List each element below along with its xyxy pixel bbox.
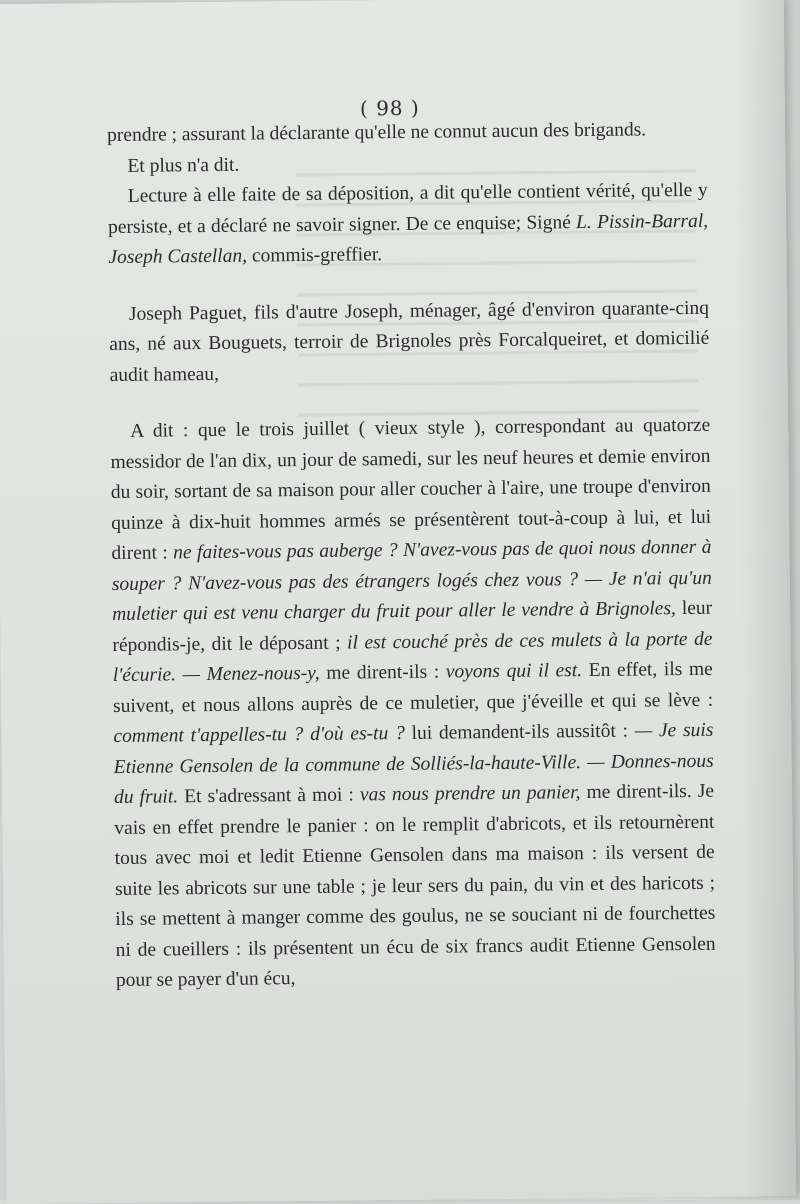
page-number: ( 98 ) [359,95,420,121]
page-body [107,115,716,997]
narration-2: me dirent-ils : [319,661,446,684]
paragraph-witness-intro: Joseph Paguet, fils d'autre Joseph, ménager, âgé d'environ quarante-cinq ans, né aux Bouguets, terroir de Brignoles près Forcalqueiret, et domicilié audit hameau, [109,297,710,386]
dialogue-4: comment t'appelles-tu ? d'où es-tu ? [113,722,405,748]
paragraph-reading [108,176,709,274]
dialogue-3: voyons qui il est. [445,660,583,683]
narration-4: lui demandent-ils aussitôt : [404,720,635,744]
clerk-title: commis-greffier. [251,244,383,267]
paragraph-closing: Et plus n'a dit. [127,154,240,177]
narration-6: me dirent-ils. Je vais en effet prendre le panier : on le remplit d'abricots, et ils retournèrent tous avec moi et ledit Etienne Gensolen dans ma maison : ils versent de suite les abricots sur une table ; je leur sers du pain, du vin et des haricots ; ils se mettent à manger comme des goulus, ne se souciant ni de fourchettes ni de cueillers : ils présentent un écu de six francs audit Etienne Gensolen pour se payer d'un écu, [114,780,716,991]
dialogue-2: il est couché près de ces mulets à la porte de l'écurie. — Menez-nous-y, [112,628,713,687]
clerk-name: Joseph Castellan, [108,245,248,269]
signature-prefix: Signé [526,211,571,234]
signatory-name: L. Pissin-Barral, [575,210,709,233]
paragraph-testimony [110,411,716,997]
narration-1: leur répondis-je, dit le déposant ; [112,597,713,656]
reading-text: Lecture à elle faite de sa déposition, a dit qu'elle contient vérité, qu'elle y persiste, et a déclaré ne savoir signer. De ce enquise; [107,179,708,238]
dialogue-5: — Je suis Etienne Gensolen de la commune de Solliés-la-haute-Ville. — Donnes-nous du fruit. [113,719,714,809]
paragraph-continuation: prendre ; assurant la déclarante qu'elle ne connut aucun des brigands. [107,119,647,147]
narration-3: En effet, ils me suivent, et nous allons auprès de ce muletier, que j'éveille et qui se lève : [112,658,714,717]
dialogue-6: vas nous prendre un panier, [359,782,581,806]
testimony-opening: A dit : que le trois juillet ( vieux style ), correspondant au quatorze messidor de l'an dix, un jour de samedi, sur les neuf heures et demie environ du soir, sortant de sa maison pour aller coucher à l'aire, une troupe d'environ quinze à dix-huit hommes armés se présentèrent tout-à-coup à lui, et lui dirent : [110,414,712,565]
dialogue-1: ne faites-vous pas auberge ? N'avez-vous pas de quoi nous donner à souper ? N'avez-vous pas des étrangers logés chez vous ? — Je n'ai qu'un muletier qui est venu charger du fruit pour aller le vendre à Brignoles, [111,536,712,626]
narration-5: Et s'adressant à moi : [177,784,361,808]
